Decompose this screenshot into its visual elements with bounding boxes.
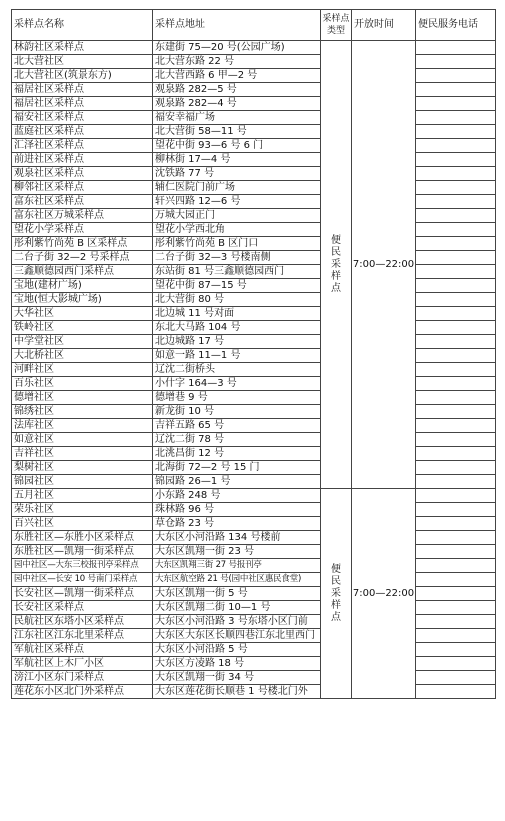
site-address-cell: 北边城 11 号对面	[153, 307, 321, 321]
header-type: 采样点类型	[321, 10, 352, 41]
site-address-cell: 北大营街 58—11 号	[153, 125, 321, 139]
phone-cell	[416, 41, 496, 55]
site-address-cell: 吉祥五路 65 号	[153, 419, 321, 433]
site-name-cell: 荣乐社区	[12, 503, 153, 517]
site-address-cell: 草仓路 23 号	[153, 517, 321, 531]
table-row	[12, 685, 496, 699]
phone-cell	[416, 419, 496, 433]
site-name-cell: 德增社区	[12, 391, 153, 405]
phone-cell	[416, 643, 496, 657]
table-row	[12, 209, 496, 223]
site-name-cell: 军航社区上木厂小区	[12, 657, 153, 671]
table-row	[12, 657, 496, 671]
site-address-cell: 轩兴四路 12—6 号	[153, 195, 321, 209]
header-row	[12, 10, 496, 41]
phone-cell	[416, 125, 496, 139]
table-row	[12, 405, 496, 419]
table-row	[12, 265, 496, 279]
table-row	[12, 153, 496, 167]
site-name-cell: 福安社区采样点	[12, 111, 153, 125]
phone-cell	[416, 167, 496, 181]
site-name-cell: 福居社区采样点	[12, 97, 153, 111]
table-row	[12, 363, 496, 377]
site-address-cell: 东站街 81 号三鑫顺德园西门	[153, 265, 321, 279]
phone-cell	[416, 293, 496, 307]
site-name-cell: 莲花东小区北门外采样点	[12, 685, 153, 699]
table-body	[12, 41, 496, 699]
table-row	[12, 349, 496, 363]
site-address-cell: 大东区航空路 21 号(园中社区惠民食堂)	[153, 573, 321, 587]
table-row	[12, 419, 496, 433]
site-type-cell	[321, 41, 352, 489]
phone-cell	[416, 601, 496, 615]
header-hours: 开放时间	[352, 10, 416, 41]
site-name-cell: 柳邻社区采样点	[12, 181, 153, 195]
site-name-cell: 锦园社区	[12, 475, 153, 489]
phone-cell	[416, 391, 496, 405]
phone-cell	[416, 279, 496, 293]
phone-cell	[416, 489, 496, 503]
site-name-cell: 北大营社区	[12, 55, 153, 69]
site-address-cell: 大东区凯翔二街 10—1 号	[153, 601, 321, 615]
phone-cell	[416, 685, 496, 699]
site-address-cell: 大东区凯翔一街 34 号	[153, 671, 321, 685]
site-name-cell: 梨树社区	[12, 461, 153, 475]
phone-cell	[416, 517, 496, 531]
site-address-cell: 北洮昌街 12 号	[153, 447, 321, 461]
phone-cell	[416, 139, 496, 153]
table-row	[12, 475, 496, 489]
site-name-cell: 铁岭社区	[12, 321, 153, 335]
site-address-cell: 珠林路 96 号	[153, 503, 321, 517]
site-address-cell: 小东路 248 号	[153, 489, 321, 503]
phone-cell	[416, 111, 496, 125]
phone-cell	[416, 545, 496, 559]
site-name-cell: 观泉社区采样点	[12, 167, 153, 181]
table-row	[12, 223, 496, 237]
phone-cell	[416, 265, 496, 279]
table-row	[12, 377, 496, 391]
header-phone: 便民服务电话	[416, 10, 496, 41]
site-address-cell: 望花中街 87—15 号	[153, 279, 321, 293]
phone-cell	[416, 531, 496, 545]
phone-cell	[416, 615, 496, 629]
site-address-cell: 二台子街 32—3 号楼南侧	[153, 251, 321, 265]
phone-cell	[416, 223, 496, 237]
site-name-cell: 中学堂社区	[12, 335, 153, 349]
phone-cell	[416, 195, 496, 209]
site-address-cell: 小什字 164—3 号	[153, 377, 321, 391]
table-row	[12, 83, 496, 97]
header-name: 采样点名称	[12, 10, 153, 41]
table-row	[12, 433, 496, 447]
site-address-cell: 大东区凯翔一街 23 号	[153, 545, 321, 559]
phone-cell	[416, 447, 496, 461]
phone-cell	[416, 461, 496, 475]
site-name-cell: 江东社区江东北里采样点	[12, 629, 153, 643]
sampling-points-table	[11, 9, 496, 699]
phone-cell	[416, 209, 496, 223]
table-row	[12, 125, 496, 139]
site-name-cell: 彤利紫竹尚苑 B 区采样点	[12, 237, 153, 251]
table-row	[12, 573, 496, 587]
site-name-cell: 吉祥社区	[12, 447, 153, 461]
table-row	[12, 489, 496, 503]
table-row	[12, 391, 496, 405]
site-address-cell: 沈铁路 77 号	[153, 167, 321, 181]
table-row	[12, 181, 496, 195]
phone-cell	[416, 307, 496, 321]
site-name-cell: 福居社区采样点	[12, 83, 153, 97]
header-address: 采样点地址	[153, 10, 321, 41]
site-name-cell: 三鑫顺德园西门采样点	[12, 265, 153, 279]
table-row	[12, 517, 496, 531]
table-row	[12, 251, 496, 265]
table-row	[12, 559, 496, 573]
phone-cell	[416, 69, 496, 83]
phone-cell	[416, 629, 496, 643]
table-row	[12, 629, 496, 643]
table-row	[12, 671, 496, 685]
opening-hours-cell: 7:00—22:00	[352, 489, 416, 699]
opening-hours-cell: 7:00—22:00	[352, 41, 416, 489]
site-address-cell: 大东区大东区长顺四巷江东北里西门	[153, 629, 321, 643]
site-name-cell: 林韵社区采样点	[12, 41, 153, 55]
table-row	[12, 615, 496, 629]
table-row	[12, 335, 496, 349]
site-name-cell: 百乐社区	[12, 377, 153, 391]
table-row	[12, 279, 496, 293]
site-address-cell: 观泉路 282—5 号	[153, 83, 321, 97]
site-type-cell	[321, 489, 352, 699]
site-address-cell: 新龙街 10 号	[153, 405, 321, 419]
phone-cell	[416, 573, 496, 587]
site-address-cell: 大东区凯翔一街 5 号	[153, 587, 321, 601]
table-row	[12, 531, 496, 545]
table-row	[12, 503, 496, 517]
site-type-label: 便民采样点	[331, 234, 341, 294]
table-row	[12, 111, 496, 125]
phone-cell	[416, 671, 496, 685]
site-address-cell: 如意一路 11—1 号	[153, 349, 321, 363]
table-row	[12, 587, 496, 601]
site-type-label: 便民采样点	[331, 563, 341, 623]
phone-cell	[416, 251, 496, 265]
site-name-cell: 东胜社区—凯翔一街采样点	[12, 545, 153, 559]
table-row	[12, 237, 496, 251]
table-row	[12, 307, 496, 321]
phone-cell	[416, 587, 496, 601]
site-name-cell: 长安社区采样点	[12, 601, 153, 615]
table-row	[12, 293, 496, 307]
site-address-cell: 东建街 75—20 号(公园广场)	[153, 41, 321, 55]
site-name-cell: 北大营社区(筑景东方)	[12, 69, 153, 83]
site-address-cell: 彤利紫竹尚苑 B 区门口	[153, 237, 321, 251]
table-row	[12, 321, 496, 335]
phone-cell	[416, 237, 496, 251]
phone-cell	[416, 97, 496, 111]
site-name-cell: 长安社区—凯翔一街采样点	[12, 587, 153, 601]
site-address-cell: 东北大马路 104 号	[153, 321, 321, 335]
site-address-cell: 辅仁医院门前广场	[153, 181, 321, 195]
table-row	[12, 139, 496, 153]
phone-cell	[416, 335, 496, 349]
site-address-cell: 福安幸福广场	[153, 111, 321, 125]
site-name-cell: 锦绣社区	[12, 405, 153, 419]
site-address-cell: 北边城路 17 号	[153, 335, 321, 349]
phone-cell	[416, 83, 496, 97]
table-row	[12, 167, 496, 181]
site-name-cell: 二台子街 32—2 号采样点	[12, 251, 153, 265]
site-name-cell: 东胜社区—东胜小区采样点	[12, 531, 153, 545]
table-row	[12, 601, 496, 615]
table-row	[12, 97, 496, 111]
site-address-cell: 大东区方凌路 18 号	[153, 657, 321, 671]
site-name-cell: 宝地(建材广场)	[12, 279, 153, 293]
site-address-cell: 望花中街 93—6 号 6 门	[153, 139, 321, 153]
table-row	[12, 643, 496, 657]
site-address-cell: 大东区小河沿路 3 号东塔小区门前	[153, 615, 321, 629]
site-address-cell: 北大营西路 6 甲—2 号	[153, 69, 321, 83]
site-address-cell: 观泉路 282—4 号	[153, 97, 321, 111]
phone-cell	[416, 433, 496, 447]
table-row	[12, 69, 496, 83]
phone-cell	[416, 503, 496, 517]
table-row	[12, 55, 496, 69]
site-name-cell: 法库社区	[12, 419, 153, 433]
phone-cell	[416, 321, 496, 335]
site-name-cell: 富东社区万城采样点	[12, 209, 153, 223]
site-address-cell: 大东区莲花街长顺巷 1 号楼北门外	[153, 685, 321, 699]
table-row	[12, 447, 496, 461]
site-address-cell: 万城大园正门	[153, 209, 321, 223]
phone-cell	[416, 55, 496, 69]
site-name-cell: 蓝庭社区采样点	[12, 125, 153, 139]
site-address-cell: 大东区小河沿路 134 号楼前	[153, 531, 321, 545]
site-name-cell: 如意社区	[12, 433, 153, 447]
site-name-cell: 五月社区	[12, 489, 153, 503]
site-address-cell: 北大营街 80 号	[153, 293, 321, 307]
table-wrapper	[11, 9, 496, 699]
site-name-cell: 大华社区	[12, 307, 153, 321]
phone-cell	[416, 475, 496, 489]
phone-cell	[416, 181, 496, 195]
site-name-cell: 宝地(恒大影城广场)	[12, 293, 153, 307]
site-address-cell: 大东区凯翔三街 27 号报刊亭	[153, 559, 321, 573]
site-name-cell: 汇泽社区采样点	[12, 139, 153, 153]
site-address-cell: 大东区小河沿路 5 号	[153, 643, 321, 657]
site-address-cell: 北大营东路 22 号	[153, 55, 321, 69]
site-name-cell: 望花小学采样点	[12, 223, 153, 237]
site-address-cell: 柳林街 17—4 号	[153, 153, 321, 167]
table-row	[12, 195, 496, 209]
table-row	[12, 545, 496, 559]
site-name-cell: 民航社区东塔小区采样点	[12, 615, 153, 629]
phone-cell	[416, 559, 496, 573]
site-address-cell: 锦园路 26—1 号	[153, 475, 321, 489]
site-name-cell: 大北桥社区	[12, 349, 153, 363]
site-name-cell: 富东社区采样点	[12, 195, 153, 209]
site-name-cell: 百兴社区	[12, 517, 153, 531]
site-name-cell: 前进社区采样点	[12, 153, 153, 167]
site-address-cell: 德增巷 9 号	[153, 391, 321, 405]
site-address-cell: 辽沈二街桥头	[153, 363, 321, 377]
phone-cell	[416, 377, 496, 391]
phone-cell	[416, 363, 496, 377]
phone-cell	[416, 657, 496, 671]
phone-cell	[416, 349, 496, 363]
site-address-cell: 望花小学西北角	[153, 223, 321, 237]
site-name-cell: 园中社区—长安 10 号南门采样点	[12, 573, 153, 587]
site-name-cell: 园中社区—大东三校报刊亭采样点	[12, 559, 153, 573]
site-name-cell: 军航社区采样点	[12, 643, 153, 657]
site-address-cell: 辽沈二街 78 号	[153, 433, 321, 447]
phone-cell	[416, 153, 496, 167]
site-name-cell: 河畔社区	[12, 363, 153, 377]
table-row	[12, 41, 496, 55]
phone-cell	[416, 405, 496, 419]
site-address-cell: 北海街 72—2 号 15 门	[153, 461, 321, 475]
site-name-cell: 滂江小区东门采样点	[12, 671, 153, 685]
table-row	[12, 461, 496, 475]
